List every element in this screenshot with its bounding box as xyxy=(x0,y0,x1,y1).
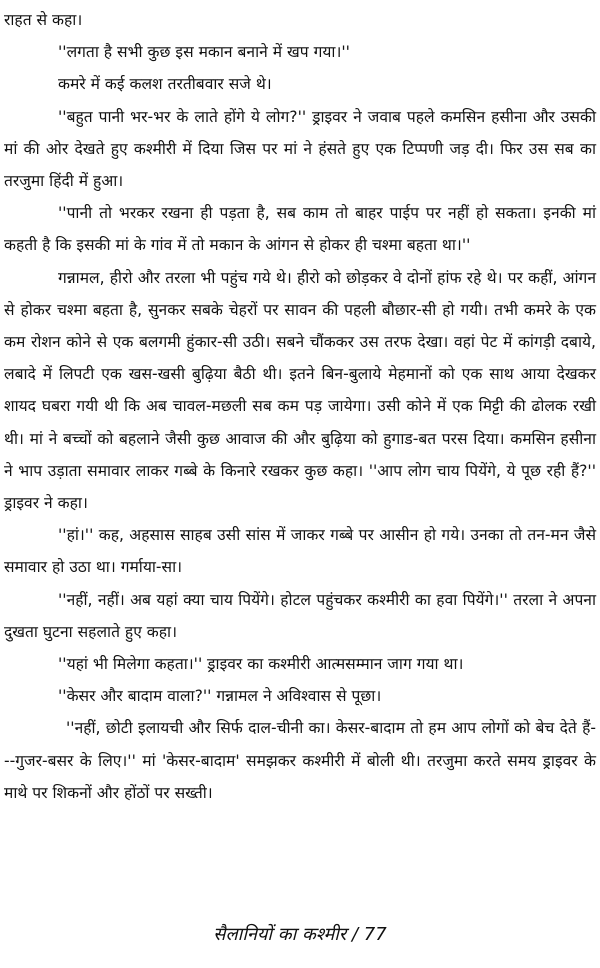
paragraph-10: ''केसर और बादाम वाला?'' गन्नामल ने अविश्वास से पूछा। xyxy=(58,687,382,706)
paragraph-11: ''नहीं, छोटी इलायची और सिर्फ दाल-चीनी का। केसर-बादाम तो हम आप लोगों को बेच देते हैं---गुजर-बसर के लिए।'' मां 'केसर-बादाम' समझकर कश्मीरी में बोली थी। तरजुमा करते समय ड्राइवर के माथे पर शिकनों और होंठों पर सख्ती। xyxy=(4,719,596,802)
page-body xyxy=(4,4,596,809)
paragraph-9: ''यहां भी मिलेगा कहता।'' ड्राइवर का कश्मीरी आत्मसम्मान जाग गया था। xyxy=(58,655,464,674)
paragraph-2: ''लगता है सभी कुछ इस मकान बनाने में खप गया।'' xyxy=(58,43,350,62)
paragraph-8: ''नहीं, नहीं। अब यहां क्या चाय पियेंगे। होटल पहुंचकर कश्मीरी का हवा पियेंगे।'' तरला ने अपना दुखता घुटना सहलाते हुए कहा। xyxy=(4,590,596,641)
paragraph-4: ''बहुत पानी भर-भर के लाते होंगे ये लोग?'' ड्राइवर ने जवाब पहले कमसिन हसीना और उसकी मां की ओर देखते हुए कश्मीरी में दिया जिस पर मां ने हंसते हुए एक टिप्पणी जड़ दी। फिर उस सब का तरजुमा हिंदी में हुआ। xyxy=(4,107,596,191)
paragraph-1: राहत से कहा। xyxy=(4,11,83,29)
paragraph-5: ''पानी तो भरकर रखना ही पड़ता है, सब काम तो बाहर पाईप पर नहीं हो सकता। इनकी मां कहती है कि इसकी मां के गांव में तो मकान के आंगन से होकर ही चश्मा बहता था।'' xyxy=(4,204,596,255)
paragraph-3: कमरे में कई कलश तरतीबवार सजे थे। xyxy=(58,75,272,94)
page-footer: सैलानियों का कश्मीर / 77 xyxy=(213,924,387,945)
paragraph-6: गन्नामल, हीरो और तरला भी पहुंच गये थे। हीरो को छोड़कर वे दोनों हांफ रहे थे। पर कहीं, आंगन से होकर चश्मा बहता है, सुनकर सबके चेहरों पर सावन की पहली बौछार-सी हो गयी। तभी कमरे के एक कम रोशन कोने से एक बलगमी हुंकार-सी उठी। सबने चौंककर उस तरफ देखा। वहां पेट में कांगड़ी दबाये, लबादे में लिपटी एक खस-खसी बुढ़िया बैठी थी। इतने बिन-बुलाये मेहमानों को एक साथ आया देखकर शायद घबरा गयी थी कि अब चावल-मछली सब कम पड़ जायेगा। उसी कोने में एक मिट्टी की ढोलक रखी थी। मां ने बच्चों को बहलाने जैसी कुछ आवाज की और बुढ़िया को हुगाड-बत परस दिया। कमसिन हसीना ने भाप उड़ाता समावार लाकर गब्बे के किनारे रखकर कुछ कहा। ''आप लोग चाय पियेंगे, ये पूछ रही हैं?'' ड्राइवर ने कहा। xyxy=(4,268,596,513)
paragraph-7: ''हां।'' कह, अहसास साहब उसी सांस में जाकर गब्बे पर आसीन हो गये। उनका तो तन-मन जैसे समावार हो उठा था। गर्माया-सा। xyxy=(4,526,596,577)
